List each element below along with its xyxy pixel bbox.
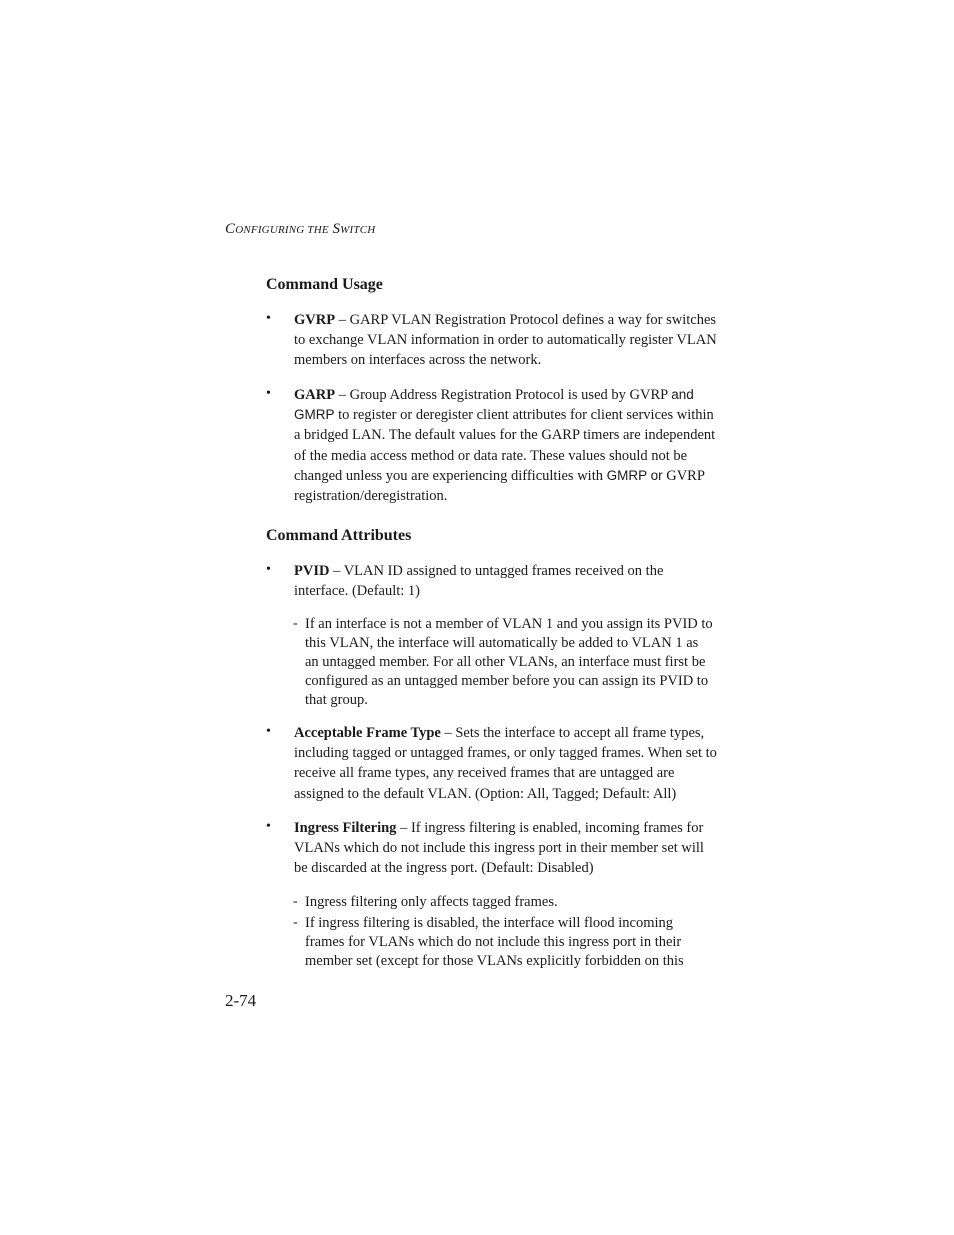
pvid-term: PVID [294, 563, 330, 579]
bullet-garp: • [266, 386, 271, 401]
bullet-ingress-filtering: • [266, 819, 271, 834]
bullet-pvid: • [266, 562, 271, 577]
page-number: 2-74 [225, 991, 257, 1010]
gvrp-paragraph: GVRP – GARP VLAN Registration Protocol defines a way for switches to exchange VLAN information in order to automatically register VLAN members on interfaces across the network. [294, 312, 717, 369]
garp-term: GARP [294, 387, 336, 403]
dash-ingress-sub1: - [293, 894, 298, 909]
bullet-gvrp: • [266, 311, 271, 326]
acceptable-frame-type-term: Acceptable Frame Type [294, 725, 441, 741]
gvrp-term: GVRP [294, 312, 336, 328]
acceptable-frame-type-paragraph: Acceptable Frame Type – Sets the interface to accept all frame types, including tagged or untagged frames, or only tagged frames. When set to receive all frame types, any received frames that are untagged are assigned to the default VLAN. (Option: All, Tagged; Default: All) [294, 725, 717, 802]
ingress-subparagraph-2: If ingress filtering is disabled, the interface will flood incoming frames for VLANs which do not include this ingress port in their member set (except for those VLANs explicitly forbidden on this [305, 915, 684, 969]
ingress-filtering-term: Ingress Filtering [294, 820, 397, 836]
pvid-paragraph: PVID – VLAN ID assigned to untagged frames received on the interface. (Default: 1) [294, 563, 664, 600]
ingress-subparagraph-1: Ingress filtering only affects tagged frames. [305, 894, 558, 910]
command-usage-heading: Command Usage [266, 276, 383, 293]
garp-paragraph: GARP – Group Address Registration Protocol is used by GVRP and GMRP to register or deregister client attributes for client services within a bridged LAN. The default values for the GARP timers are independent of the media access method or data rate. These values should not be changed unless you are experiencing difficulties with GMRP or GVRP registration/deregistration. [294, 387, 716, 505]
command-attributes-heading: Command Attributes [266, 527, 412, 544]
dash-ingress-sub2: - [293, 915, 298, 930]
dash-pvid-sub: - [293, 616, 298, 631]
pvid-subparagraph: If an interface is not a member of VLAN 1 and you assign its PVID to this VLAN, the interface will automatically be added to VLAN 1 as an untagged member. For all other VLANs, an interface must first be configured as an untagged member before you can assign its PVID to that group. [305, 616, 713, 708]
ingress-filtering-paragraph: Ingress Filtering – If ingress filtering is enabled, incoming frames for VLANs which do not include this ingress port in their member set will be discarded at the ingress port. (Default: Disabled) [294, 820, 704, 877]
running-header: CONFIGURING THE SWITCH [225, 221, 376, 237]
bullet-acceptable-frame-type: • [266, 724, 271, 739]
